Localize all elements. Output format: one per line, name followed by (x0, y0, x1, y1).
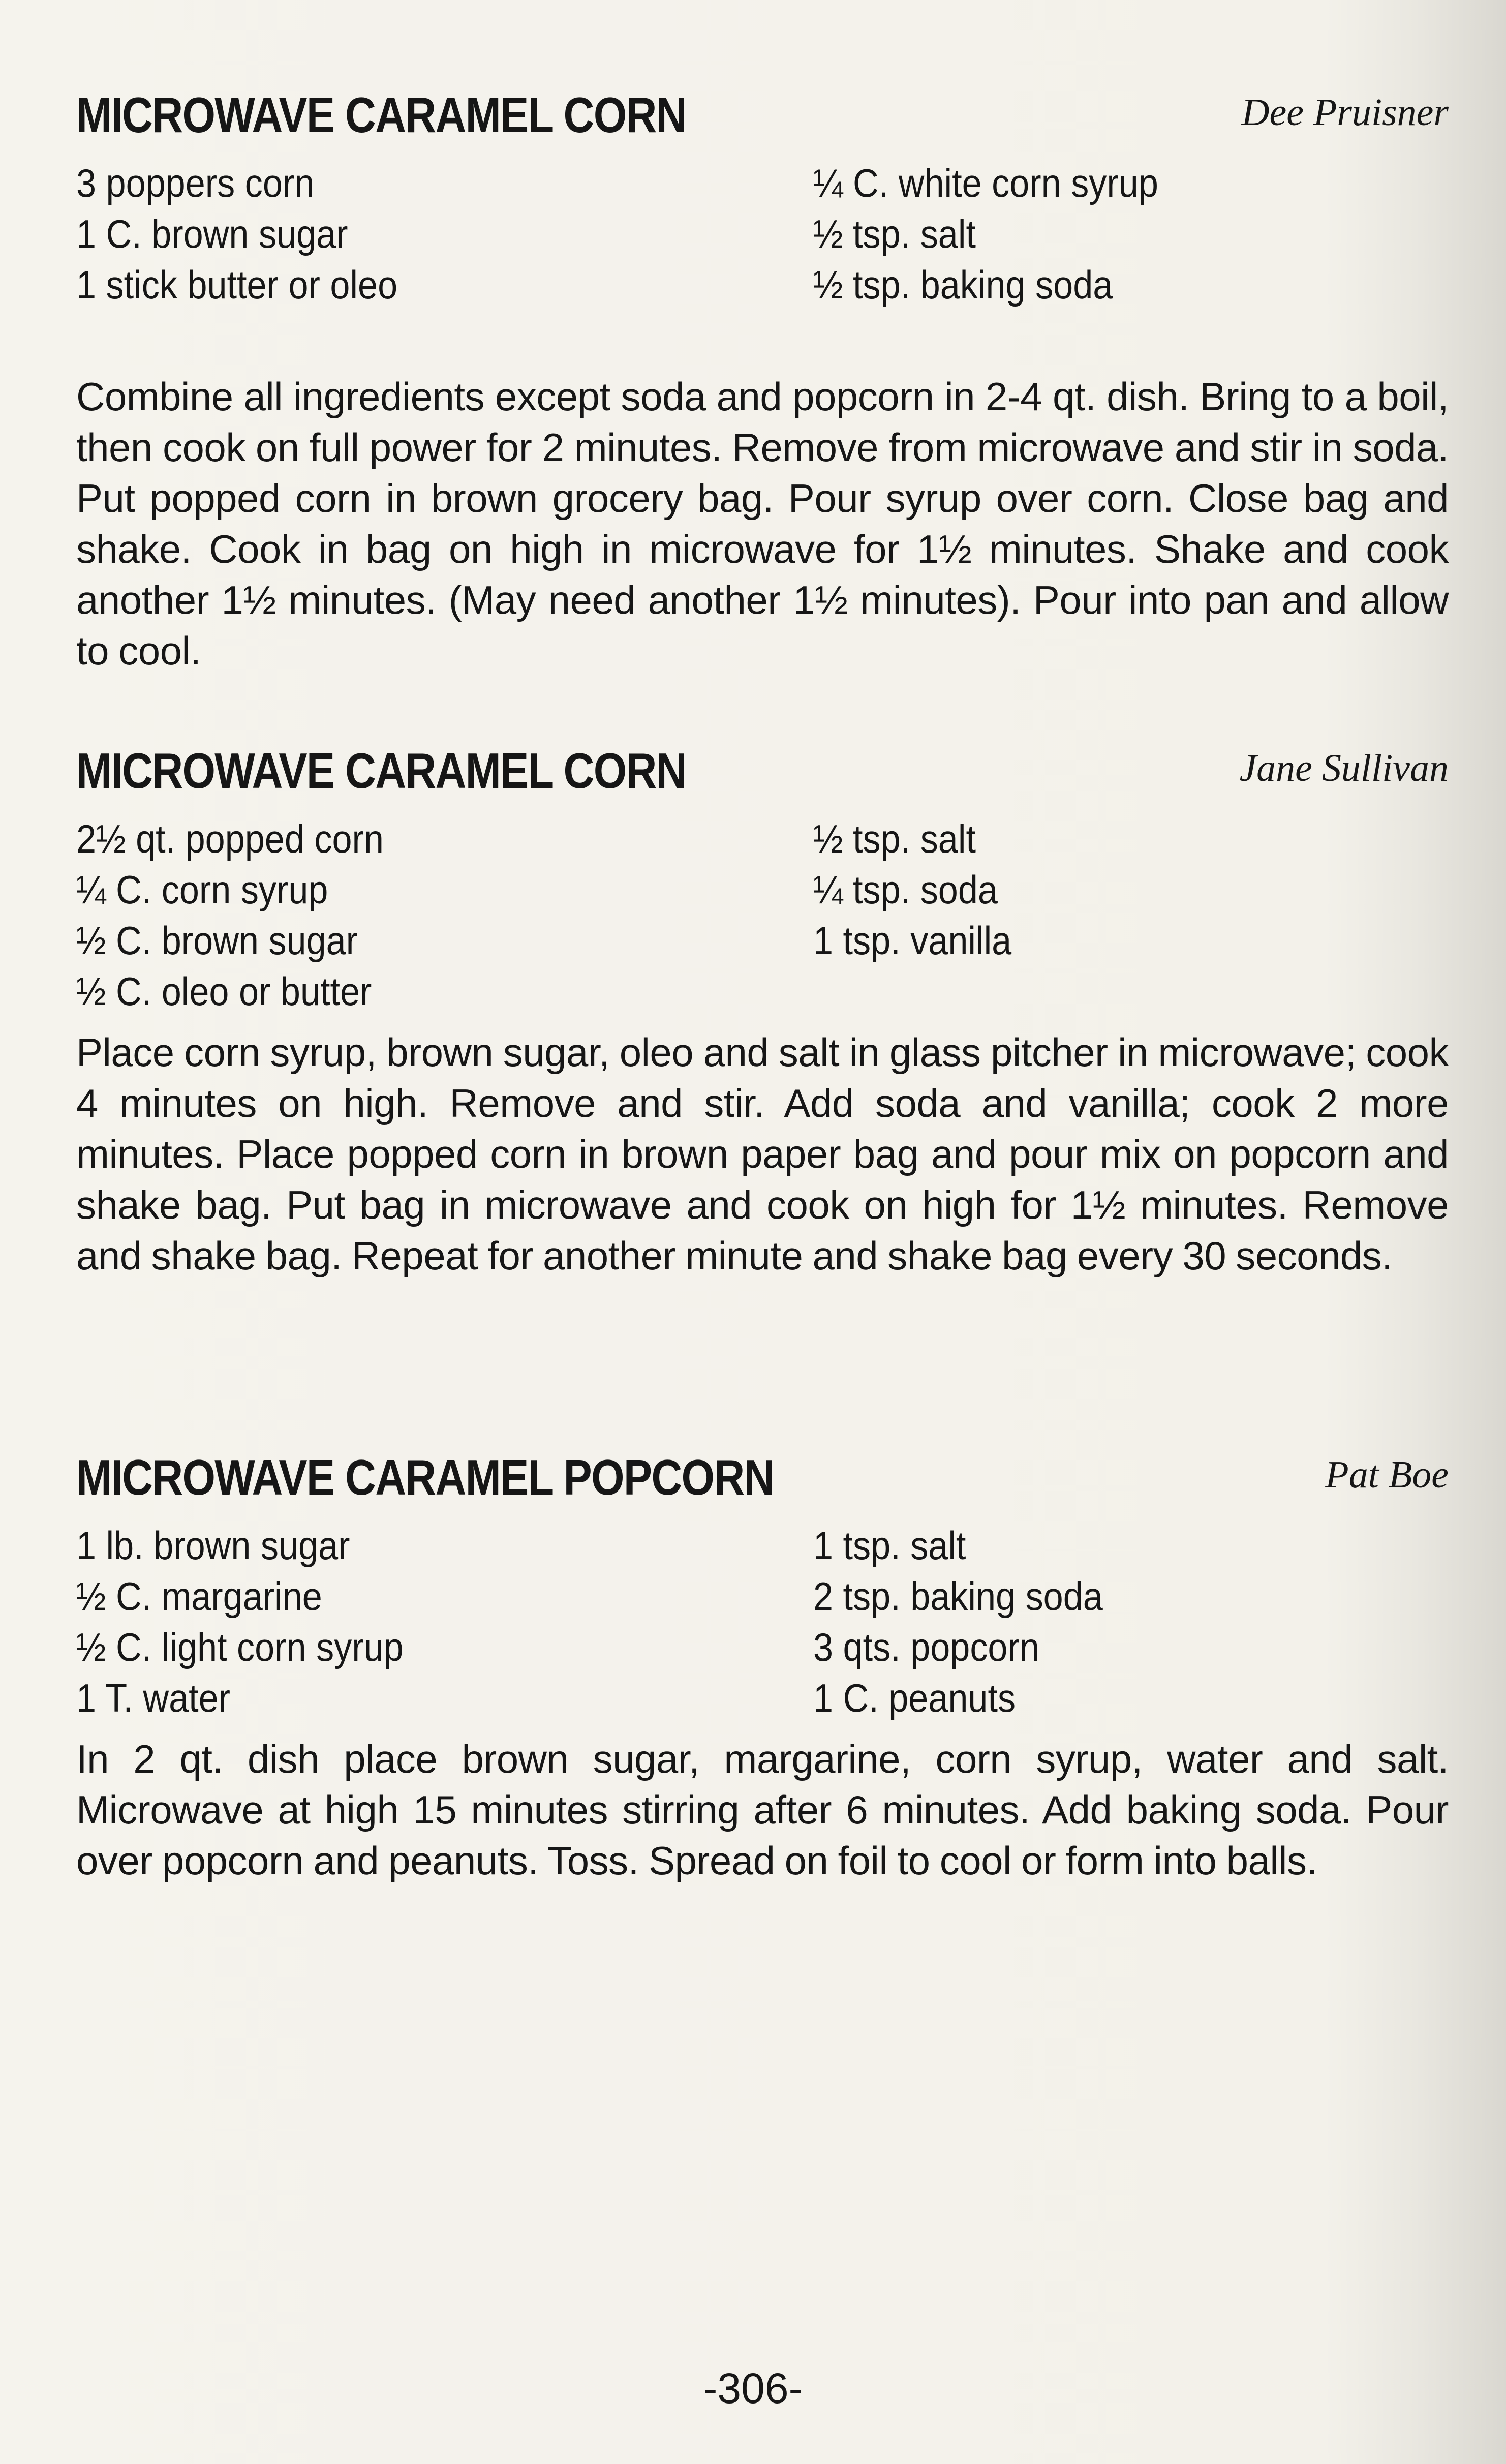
ingredient-item: 1 lb. brown sugar (76, 1523, 350, 1568)
recipe-header (76, 1439, 1449, 1510)
recipe-block (76, 1439, 1449, 1886)
ingredient-item: ½ C. light corn syrup (76, 1625, 404, 1669)
ingredient-item: ¼ tsp. soda (813, 867, 998, 912)
ingredient-item: 3 qts. popcorn (813, 1625, 1039, 1669)
ingredient-item: 1 C. brown sugar (76, 211, 348, 256)
recipe-method: Place corn syrup, brown sugar, oleo and salt in glass pitcher in microwave; cook 4 minutes on high. Remove and stir. Add soda and vanilla; cook 2 more minutes. Place popped corn in brown paper bag and pour mix on popcorn and shake bag. Put bag in microwave and cook on high for 1½ minutes. Remove and shake bag. Repeat for another minute and shake bag every 30 seconds. (76, 1030, 1449, 1278)
page-number: -306- (703, 2364, 803, 2412)
ingredient-column-left (76, 813, 418, 1017)
ingredient-item: 2½ qt. popped corn (76, 816, 384, 861)
ingredient-item: 2 tsp. baking soda (813, 1574, 1103, 1619)
ingredient-item: ½ C. oleo or butter (76, 969, 372, 1014)
ingredient-item: 1 tsp. vanilla (813, 918, 1012, 963)
ingredient-item: ¼ C. white corn syrup (813, 161, 1158, 205)
recipe-method: Combine all ingredients except soda and popcorn in 2-4 qt. dish. Bring to a boil, then cook on full power for 2 minutes. Remove from microwave and stir in soda. Put popped corn in brown grocery bag. Pour syrup over corn. Close bag and shake. Cook in bag on high in microwave for 1½ minutes. Shake and cook another 1½ minutes. (May need another 1½ minutes). Pour into pan and allow to cool. (76, 374, 1449, 673)
ingredient-item: ¼ C. corn syrup (76, 867, 328, 912)
recipe-header (76, 732, 1449, 803)
recipe-block (76, 732, 1449, 1281)
ingredient-item: ½ C. margarine (76, 1574, 322, 1619)
ingredient-item: 3 poppers corn (76, 161, 315, 205)
ingredient-list (76, 1520, 1449, 1733)
recipe-block (76, 76, 1449, 676)
ingredient-list (76, 813, 1449, 1027)
ingredient-item: 1 stick butter or oleo (76, 262, 398, 307)
ingredient-item: ½ tsp. salt (813, 211, 976, 256)
recipe-title: MICROWAVE CARAMEL POPCORN (76, 1449, 774, 1505)
recipe-header (76, 76, 1449, 147)
recipe-author: Dee Pruisner (1241, 91, 1449, 134)
ingredient-column-left (76, 158, 433, 310)
ingredient-list (76, 158, 1449, 371)
ingredient-item: ½ C. brown sugar (76, 918, 358, 963)
ingredient-column-right (813, 1520, 1135, 1723)
recipe-method: In 2 qt. dish place brown sugar, margarine, corn syrup, water and salt. Microwave at high 15 minutes stirring after 6 minutes. Add baking soda. Pour over popcorn and peanuts. Toss. Spread on foil to cool or form into balls. (76, 1737, 1449, 1883)
ingredient-item: ½ tsp. baking soda (813, 262, 1113, 307)
recipe-author: Pat Boe (1325, 1453, 1449, 1496)
recipe-title: MICROWAVE CARAMEL CORN (76, 87, 686, 143)
recipe-title: MICROWAVE CARAMEL CORN (76, 743, 686, 799)
ingredient-item: ½ tsp. salt (813, 816, 976, 861)
recipe-author: Jane Sullivan (1239, 747, 1449, 789)
ingredient-item: 1 C. peanuts (813, 1676, 1016, 1720)
ingredient-item: 1 T. water (76, 1676, 231, 1720)
ingredient-item: 1 tsp. salt (813, 1523, 966, 1568)
ingredient-column-right (813, 813, 1034, 966)
ingredient-column-right (813, 158, 1196, 310)
ingredient-column-left (76, 1520, 440, 1723)
